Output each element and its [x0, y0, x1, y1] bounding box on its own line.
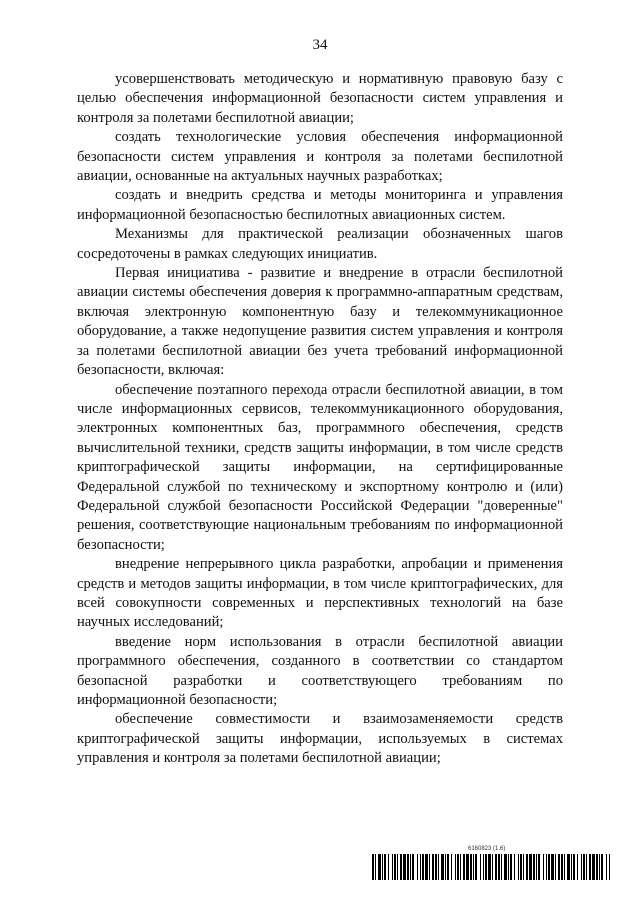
paragraph-5: Первая инициатива - развитие и внедрение в отрасли беспилотной авиации системы обеспечения доверия к программно-аппаратным средствам, включая электронную компонентную базу и телекоммуникационное оборудование, а также недопущение развития систем управления и контроля за полетами беспилотной авиации без учета требований информационной безопасности, включая:: [77, 265, 563, 379]
paragraph-6: обеспечение поэтапного перехода отрасли беспилотной авиации, в том числе информационных сервисов, телекоммуникационного оборудования, электронных компонентных баз, программного обеспечения, средств вычислительной техники, средств защиты информации, в том числе средств криптографической защиты информации, на сертифицированные Федеральной службой по техническому и экспортному контролю и (или) Федеральной службой безопасности Российской Федерации "доверенные" решения, соответствующие национальным требованиям по информационной безопасности;: [77, 381, 563, 553]
document-body: [77, 70, 563, 769]
paragraph-3: создать и внедрить средства и методы мониторинга и управления информационной безопасностью беспилотных авиационных систем.: [77, 187, 563, 223]
barcode-icon: [372, 854, 610, 880]
paragraph-8: введение норм использования в отрасли беспилотной авиации программного обеспечения, созданного в соответствии со стандартом безопасной разработки и соответствующего требованиям по информационной безопасности;: [77, 633, 563, 708]
paragraph-2: создать технологические условия обеспечения информационной безопасности систем управления и контроля за полетами беспилотной авиации, основанные на актуальных научных разработках;: [77, 129, 563, 185]
page-number: 34: [312, 37, 328, 53]
paragraph-4: Механизмы для практической реализации обозначенных шагов сосредоточены в рамках следующих инициатив.: [77, 226, 563, 262]
paragraph-1: усовершенствовать методическую и нормативную правовую базу с целью обеспечения информационной безопасности систем управления и контроля за полетами беспилотной авиации;: [77, 71, 563, 126]
paragraph-9: обеспечение совместимости и взаимозаменяемости средств криптографической защиты информации, используемых в системах управления и контроля за полетами беспилотной авиации;: [77, 711, 563, 767]
document-code: 6160823 (1.6): [468, 846, 506, 852]
paragraph-7: внедрение непрерывного цикла разработки, апробации и применения средств и методов защиты информации, в том числе криптографических, для всей совокупности современных и перспективных технологий на базе научных исследований;: [77, 556, 563, 631]
